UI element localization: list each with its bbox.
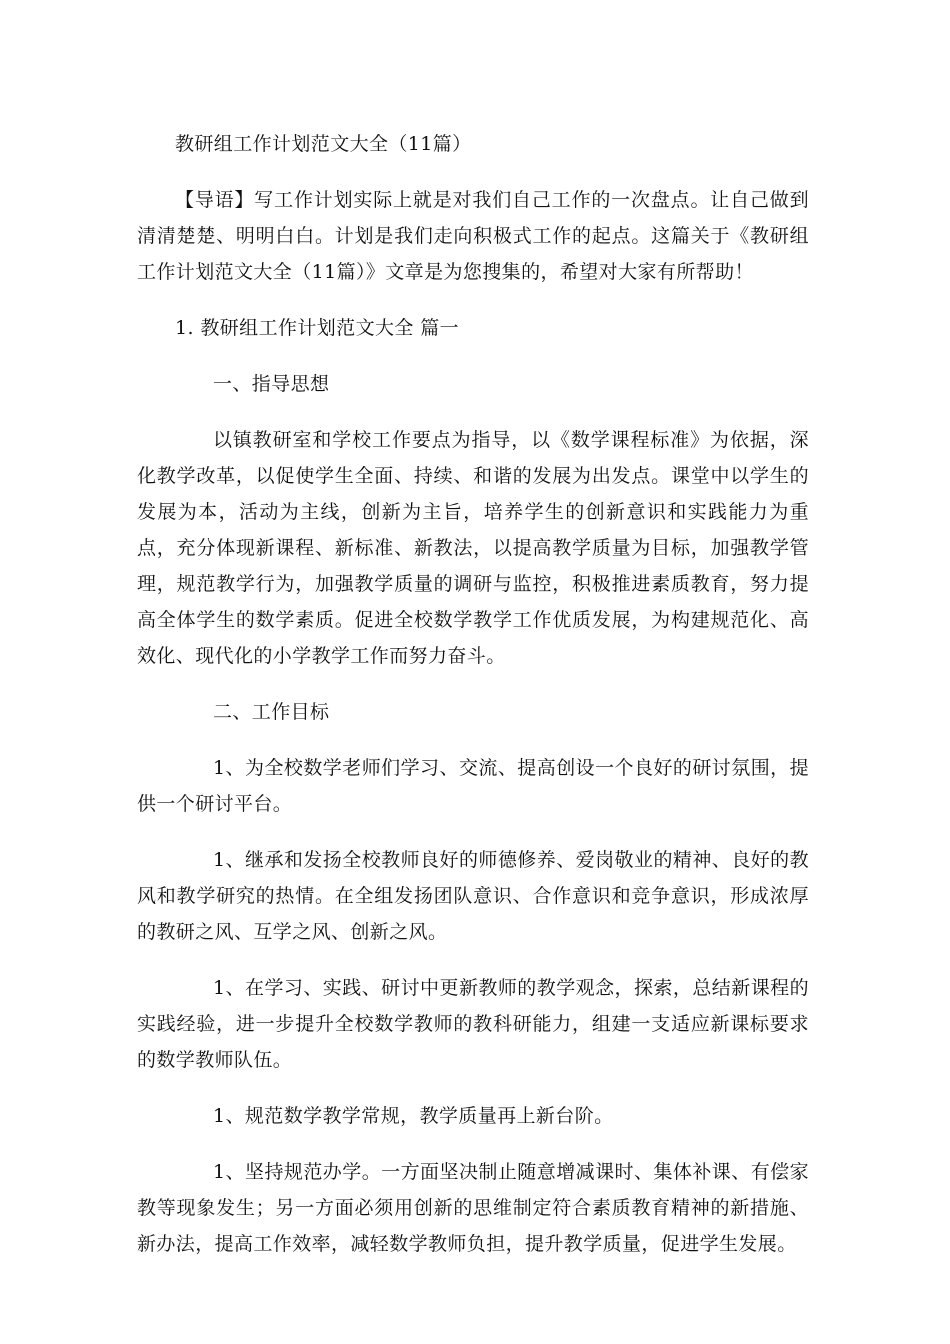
intro-paragraph: 【导语】写工作计划实际上就是对我们自己工作的一次盘点。让自己做到清清楚楚、明明白白。计划是我们走向积极式工作的起点。这篇关于《教研组工作计划范文大全（11篇）》文章是为您搜集的，希望对大家有所帮助！ [137, 189, 809, 283]
goal-item: 1、继承和发扬全校教师良好的师德修养、爱岗敬业的精神、良好的教风和教学研究的热情。在全组发扬团队意识、合作意识和竞争意识，形成浓厚的教研之风、互学之风、创新之风。 [137, 849, 809, 943]
paragraph-guiding-ideology: 以镇教研室和学校工作要点为指导，以《数学课程标准》为依据，深化教学改革，以促使学生全面、持续、和谐的发展为出发点。课堂中以学生的发展为本，活动为主线，创新为主旨，培养学生的创新意识和实践能力为重点，充分体现新课程、新标准、新教法，以提高教学质量为目标，加强教学管理，规范教学行为，加强教学质量的调研与监控，积极推进素质教育，努力提高全体学生的数学素质。促进全校数学教学工作优质发展，为构建规范化、高效化、现代化的小学教学工作而努力奋斗。 [137, 429, 809, 667]
document-title: 教研组工作计划范文大全（11篇） [175, 133, 472, 155]
goal-item: 1、在学习、实践、研讨中更新教师的教学观念，探索，总结新课程的实践经验，进一步提升全校数学教师的教科研能力，组建一支适应新课标要求的数学教师队伍。 [137, 977, 809, 1071]
goal-item: 1、规范数学教学常规，教学质量再上新台阶。 [213, 1105, 614, 1127]
goal-item: 1、为全校数学老师们学习、交流、提高创设一个良好的研讨氛围，提供一个研讨平台。 [137, 757, 809, 815]
goal-item: 1、坚持规范办学。一方面坚决制止随意增减课时、集体补课、有偿家教等现象发生；另一方面必须用创新的思维制定符合素质教育精神的新措施、新办法，提高工作效率，减轻数学教师负担，提升教学质量，促进学生发展。 [137, 1161, 809, 1255]
heading-guiding-ideology: 一、指导思想 [213, 373, 330, 395]
document-body [137, 126, 809, 1282]
heading-work-goals: 二、工作目标 [213, 701, 330, 723]
section-title: 1. 教研组工作计划范文大全 篇一 [175, 317, 460, 339]
